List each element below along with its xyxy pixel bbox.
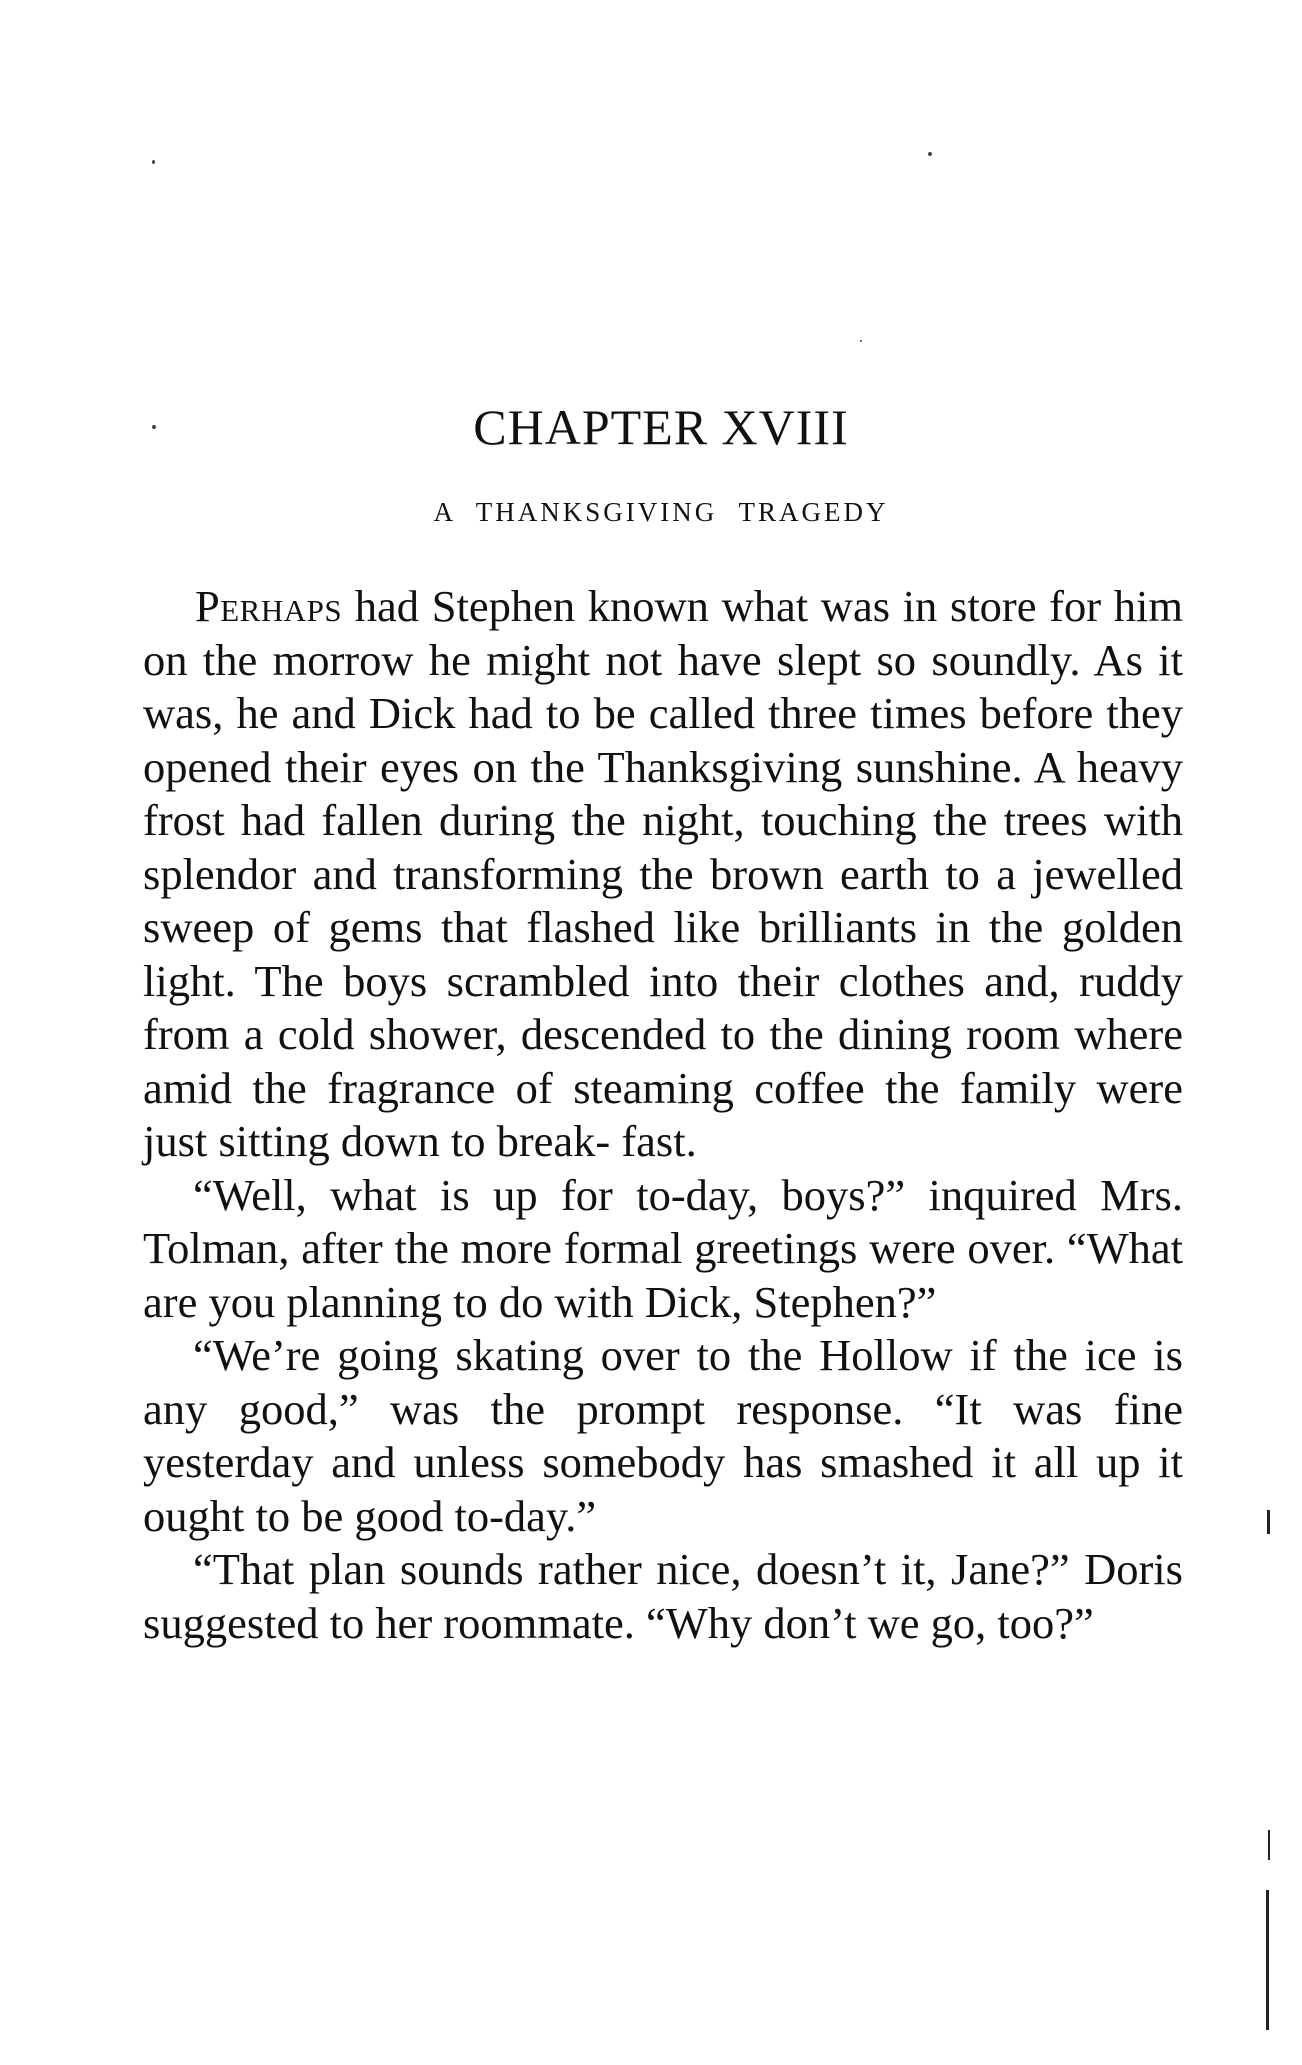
scan-edge-mark bbox=[1268, 1830, 1270, 1860]
paragraph bbox=[143, 1329, 1183, 1543]
paragraph-text: “Well, what is up for to-day, boys?” inquired Mrs. Tolman, after the more formal greetings were over. “What are you planning to do with Dick, Stephen?” bbox=[143, 1169, 1183, 1327]
paragraph-text: “That plan sounds rather nice, doesn’t it, Jane?” Doris suggested to her roommate. “Why don’t we go, too?” bbox=[143, 1544, 1183, 1648]
scan-edge-mark bbox=[1267, 1510, 1270, 1534]
chapter-number: CHAPTER XVIII bbox=[473, 399, 849, 455]
paragraph bbox=[143, 1543, 1183, 1650]
paragraph bbox=[143, 580, 1183, 1169]
ink-speck bbox=[860, 340, 862, 342]
ink-speck bbox=[928, 152, 932, 156]
chapter-title: A THANKSGIVING TRAGEDY bbox=[433, 497, 889, 527]
paragraph bbox=[143, 1169, 1183, 1330]
scan-edge-mark bbox=[1266, 1890, 1269, 2030]
paragraph-text: “We’re going skating over to the Hollow if the ice is any good,” was the prompt response. “It was fine yesterday and unless somebody has smashed it all up it ought to be good to-day.” bbox=[143, 1330, 1183, 1541]
paragraph-text: had Stephen known what was in store for him on the morrow he might not have slept so soundly. As it was, he and Dick had to be called three times before they opened their eyes on the Thanksgiving sunshine. A heavy frost had fallen during the night, touching the trees with splendor and transforming the brown earth to a jewelled sweep of gems that flashed like brilliants in the golden light. The boys scrambled into their clothes and, ruddy from a cold shower, descended to the dining room where amid the fragrance of steaming coffee the family were just sitting down to break- fast. bbox=[143, 581, 1183, 1166]
ink-speck bbox=[152, 160, 155, 164]
paragraph-lead-word: Perhaps bbox=[195, 581, 343, 631]
chapter-body bbox=[143, 580, 1183, 1650]
